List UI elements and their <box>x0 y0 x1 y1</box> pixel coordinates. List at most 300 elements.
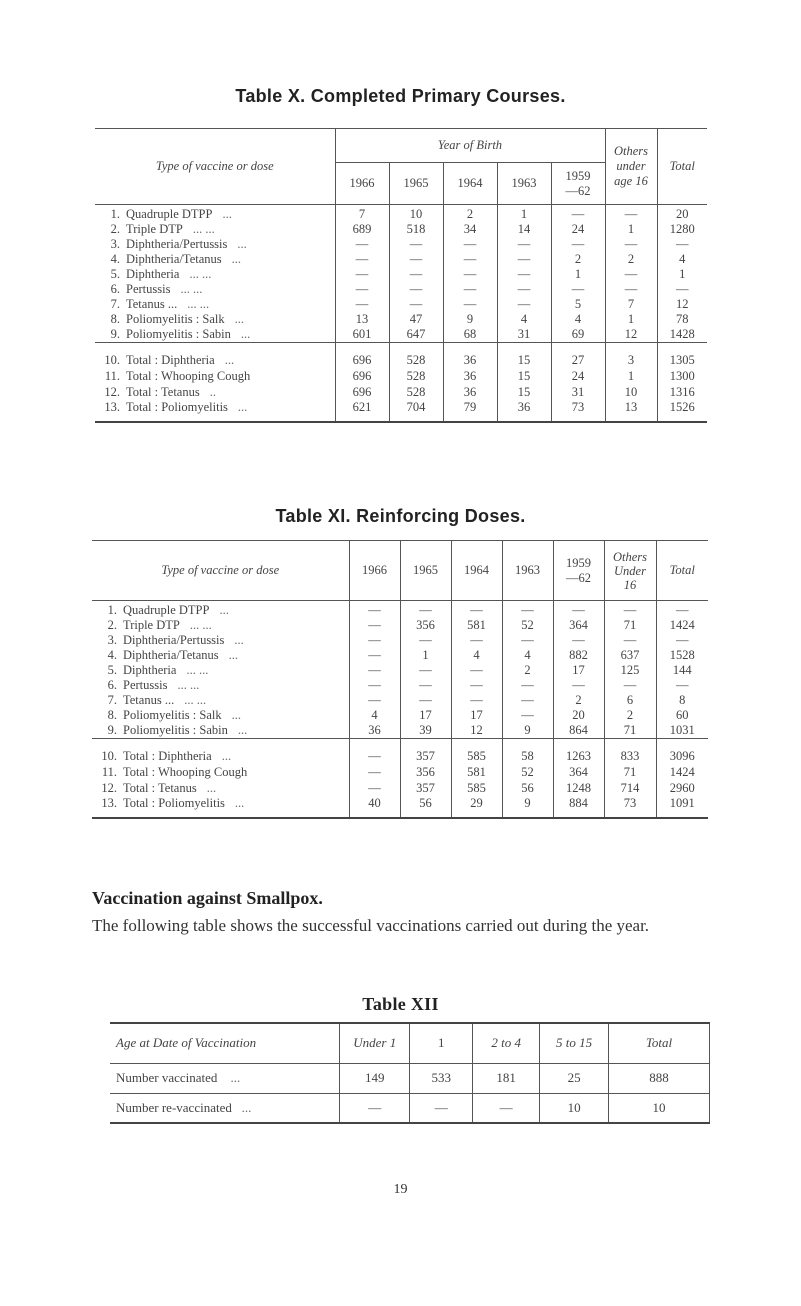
leader-dots: ... <box>237 400 248 414</box>
cell: 36 <box>443 384 497 400</box>
table-x <box>95 128 707 423</box>
cell: 528 <box>389 384 443 400</box>
leader-dots: ... <box>222 207 232 221</box>
cell: — <box>335 297 389 312</box>
cell: — <box>497 282 551 297</box>
row-label-text: Diphtheria/Tetanus <box>123 648 219 662</box>
table-row <box>95 312 707 327</box>
cell: 704 <box>389 400 443 422</box>
row-number: 8. <box>110 312 120 326</box>
cell: 1 <box>400 648 451 663</box>
cell: 71 <box>604 764 656 780</box>
cell: 17 <box>553 663 604 678</box>
cell: — <box>656 633 708 648</box>
cell: 1 <box>657 267 707 282</box>
cell: 20 <box>657 205 707 223</box>
row-label-text: Poliomyelitis : Sabin <box>126 327 231 341</box>
cell: 364 <box>553 764 604 780</box>
cell: — <box>451 601 502 619</box>
table-row <box>92 764 708 780</box>
table-row <box>92 648 708 663</box>
cell: 34 <box>443 222 497 237</box>
row-label <box>95 384 335 400</box>
row-number: 6. <box>107 678 117 692</box>
cell: 13 <box>335 312 389 327</box>
cell: 12 <box>451 723 502 739</box>
row-label <box>95 297 335 312</box>
cell: 1528 <box>656 648 708 663</box>
year-header: 1963 <box>497 163 551 205</box>
table-row <box>95 368 707 384</box>
cell: 2 <box>551 252 605 267</box>
row-number: 12. <box>104 384 120 399</box>
table-xii-header-row <box>110 1023 710 1063</box>
row-label <box>92 723 349 739</box>
row-number: 10. <box>101 749 117 763</box>
table-row <box>95 267 707 282</box>
cell: 1 <box>605 222 657 237</box>
table-row <box>92 633 708 648</box>
cell: 71 <box>604 618 656 633</box>
row-label-text: Poliomyelitis : Salk <box>123 708 222 722</box>
row-label-text: Quadruple DTPP <box>123 603 210 617</box>
age-2-to-4-header: 2 to 4 <box>473 1023 540 1063</box>
row-label-text: Total : Tetanus <box>123 780 197 795</box>
cell: 24 <box>551 368 605 384</box>
row-label <box>95 368 335 384</box>
cell: 36 <box>443 368 497 384</box>
cell: 69 <box>551 327 605 343</box>
year-header: 1966 <box>335 163 389 205</box>
table-row <box>95 343 707 369</box>
cell: — <box>502 601 553 619</box>
cell: 56 <box>502 780 553 796</box>
cell: 71 <box>604 723 656 739</box>
cell: 60 <box>656 708 708 723</box>
cell: 1424 <box>656 764 708 780</box>
cell: 882 <box>553 648 604 663</box>
cell: 10 <box>609 1093 710 1123</box>
cell: — <box>604 678 656 693</box>
cell: — <box>551 237 605 252</box>
cell: 27 <box>551 343 605 369</box>
row-number: 10. <box>104 353 120 367</box>
cell: 52 <box>502 618 553 633</box>
row-number: 7. <box>110 297 120 311</box>
row-label-text: Total : Poliomyelitis <box>123 796 225 810</box>
cell: 10 <box>389 205 443 223</box>
cell: 518 <box>389 222 443 237</box>
row-label <box>92 663 349 678</box>
year-header: 1959 —62 <box>551 163 605 205</box>
leader-dots: ... <box>230 1070 241 1085</box>
cell: 2 <box>443 205 497 223</box>
cell: 36 <box>443 343 497 369</box>
cell: — <box>443 237 497 252</box>
row-number: 5. <box>110 267 120 281</box>
year-header: 1965 <box>400 541 451 601</box>
cell: 9 <box>443 312 497 327</box>
row-label-text: Triple DTP <box>126 222 183 236</box>
cell: — <box>657 237 707 252</box>
cell: 52 <box>502 764 553 780</box>
row-label <box>110 1093 340 1123</box>
cell: 73 <box>551 400 605 422</box>
cell: — <box>349 678 400 693</box>
cell: 1526 <box>657 400 707 422</box>
row-label-text: Pertussis <box>123 678 168 692</box>
leader-dots: ... <box>240 327 251 341</box>
table-row <box>110 1093 710 1123</box>
cell: 10 <box>540 1093 609 1123</box>
cell: 4 <box>502 648 553 663</box>
row-label <box>95 252 335 267</box>
cell: — <box>349 693 400 708</box>
row-label-text: Quadruple DTPP <box>126 207 213 221</box>
cell: — <box>497 237 551 252</box>
cell: — <box>389 237 443 252</box>
cell: — <box>656 678 708 693</box>
leader-dots: ... ... <box>189 618 212 632</box>
leader-dots: ... <box>206 780 217 795</box>
table-row <box>92 739 708 765</box>
row-label-text: Diphtheria/Pertussis <box>123 633 225 647</box>
cell: 9 <box>502 723 553 739</box>
table-xi-title: Table XI. Reinforcing Doses. <box>275 506 526 526</box>
cell: 533 <box>410 1063 473 1093</box>
table-row <box>95 237 707 252</box>
cell: 1091 <box>656 796 708 818</box>
cell: — <box>389 252 443 267</box>
cell: 15 <box>497 384 551 400</box>
cell: 581 <box>451 618 502 633</box>
row-label-text: Triple DTP <box>123 618 180 632</box>
cell: — <box>553 601 604 619</box>
row-number: 6. <box>110 282 120 296</box>
row-label-text: Poliomyelitis : Sabin <box>123 723 228 737</box>
cell: 1031 <box>656 723 708 739</box>
cell: 528 <box>389 343 443 369</box>
row-label <box>92 708 349 723</box>
row-label <box>95 312 335 327</box>
table-xi-totals <box>92 739 708 819</box>
cell: — <box>656 601 708 619</box>
table-row <box>95 297 707 312</box>
row-label <box>95 343 335 369</box>
cell: 1305 <box>657 343 707 369</box>
table-row <box>95 282 707 297</box>
cell: 2960 <box>656 780 708 796</box>
cell: 1 <box>497 205 551 223</box>
leader-dots: ... <box>228 648 238 662</box>
row-label-text: Diphtheria <box>123 663 177 677</box>
cell: 356 <box>400 764 451 780</box>
cell: — <box>400 633 451 648</box>
cell: — <box>502 678 553 693</box>
leader-dots: ... <box>234 796 245 810</box>
cell: — <box>553 678 604 693</box>
year-header: 1963 <box>502 541 553 601</box>
leader-dots: ... ... <box>189 267 212 281</box>
cell: — <box>497 297 551 312</box>
row-label <box>110 1063 340 1093</box>
cell: — <box>605 282 657 297</box>
cell: — <box>604 633 656 648</box>
row-label <box>95 205 335 223</box>
cell: — <box>497 252 551 267</box>
cell: — <box>605 267 657 282</box>
age-header: Age at Date of Vaccination <box>110 1023 340 1063</box>
row-label <box>95 327 335 343</box>
row-label <box>92 780 349 796</box>
cell: — <box>502 708 553 723</box>
cell: — <box>389 297 443 312</box>
cell: — <box>473 1093 540 1123</box>
cell: 58 <box>502 739 553 765</box>
cell: 31 <box>551 384 605 400</box>
row-number: 9. <box>110 327 120 341</box>
row-label-text: Poliomyelitis : Salk <box>126 312 225 326</box>
table-row <box>92 780 708 796</box>
cell: — <box>443 282 497 297</box>
cell: — <box>335 237 389 252</box>
cell: 696 <box>335 368 389 384</box>
cell: 689 <box>335 222 389 237</box>
row-label-text: Total : Diphtheria <box>123 749 212 763</box>
cell: — <box>335 282 389 297</box>
cell: 696 <box>335 384 389 400</box>
cell: — <box>335 267 389 282</box>
leader-dots: ... ... <box>184 693 207 707</box>
total-header: Total <box>609 1023 710 1063</box>
year-header: 1965 <box>389 163 443 205</box>
leader-dots: .. <box>209 384 216 399</box>
cell: — <box>502 633 553 648</box>
cell: 1280 <box>657 222 707 237</box>
cell: 56 <box>400 796 451 818</box>
cell: — <box>443 297 497 312</box>
cell: 12 <box>605 327 657 343</box>
cell: 68 <box>443 327 497 343</box>
leader-dots: ... ... <box>186 663 209 677</box>
cell: — <box>551 282 605 297</box>
cell: 79 <box>443 400 497 422</box>
cell: 31 <box>497 327 551 343</box>
table-row <box>92 796 708 818</box>
leader-dots: ... <box>234 633 244 647</box>
total-header: Total <box>656 541 708 601</box>
cell: 4 <box>451 648 502 663</box>
table-row <box>92 618 708 633</box>
cell: 647 <box>389 327 443 343</box>
cell: — <box>451 678 502 693</box>
cell: 714 <box>604 780 656 796</box>
cell: — <box>605 237 657 252</box>
year-header: 1959 —62 <box>553 541 604 601</box>
cell: 36 <box>497 400 551 422</box>
leader-dots: ... ... <box>187 297 210 311</box>
age-5-to-15-header: 5 to 15 <box>540 1023 609 1063</box>
cell: — <box>349 601 400 619</box>
cell: — <box>389 267 443 282</box>
row-number: 11. <box>101 764 117 779</box>
cell: 864 <box>553 723 604 739</box>
cell: — <box>443 267 497 282</box>
cell: 13 <box>605 400 657 422</box>
cell: 181 <box>473 1063 540 1093</box>
cell: 585 <box>451 780 502 796</box>
cell: 884 <box>553 796 604 818</box>
row-label-text: Number re-vaccinated <box>116 1099 232 1115</box>
age-1-header: 1 <box>410 1023 473 1063</box>
cell: 149 <box>340 1063 410 1093</box>
leader-dots: ... <box>237 237 247 251</box>
cell: — <box>400 693 451 708</box>
cell: 833 <box>604 739 656 765</box>
row-label-text: Diphtheria <box>126 267 180 281</box>
row-label-text: Total : Diphtheria <box>126 353 215 367</box>
table-row <box>92 693 708 708</box>
cell: — <box>400 601 451 619</box>
year-header: 1964 <box>451 541 502 601</box>
cell: — <box>349 780 400 796</box>
cell: 1263 <box>553 739 604 765</box>
cell: 4 <box>657 252 707 267</box>
row-number: 4. <box>110 252 120 266</box>
row-label <box>92 764 349 780</box>
row-number: 3. <box>110 237 120 251</box>
cell: 637 <box>604 648 656 663</box>
cell: 1424 <box>656 618 708 633</box>
cell: 3 <box>605 343 657 369</box>
row-label <box>92 678 349 693</box>
cell: 12 <box>657 297 707 312</box>
table-row <box>92 723 708 739</box>
row-number: 12. <box>101 780 117 795</box>
cell: 1 <box>605 368 657 384</box>
cell: 356 <box>400 618 451 633</box>
cell: 528 <box>389 368 443 384</box>
row-label <box>92 618 349 633</box>
leader-dots: ... <box>241 1099 252 1115</box>
cell: 4 <box>497 312 551 327</box>
row-number: 4. <box>107 648 117 662</box>
row-label-text: Number vaccinated <box>116 1070 218 1085</box>
row-label-text: Diphtheria/Tetanus <box>126 252 222 266</box>
cell: 39 <box>400 723 451 739</box>
cell: 3096 <box>656 739 708 765</box>
row-label-text: Total : Whooping Cough <box>123 764 248 779</box>
cell: 15 <box>497 343 551 369</box>
cell: 29 <box>451 796 502 818</box>
cell: — <box>349 633 400 648</box>
cell: 125 <box>604 663 656 678</box>
row-number: 11. <box>104 368 120 383</box>
cell: — <box>551 205 605 223</box>
smallpox-paragraph: The following table shows the successful vaccinations carried out during the year. <box>92 916 650 935</box>
cell: — <box>553 633 604 648</box>
cell: — <box>349 663 400 678</box>
row-label <box>92 648 349 663</box>
row-number: 1. <box>107 603 117 617</box>
cell: 2 <box>604 708 656 723</box>
row-number: 2. <box>107 618 117 632</box>
year-header: 1964 <box>443 163 497 205</box>
cell: 621 <box>335 400 389 422</box>
row-label <box>92 633 349 648</box>
under-1-header: Under 1 <box>340 1023 410 1063</box>
leader-dots: ... <box>234 312 244 326</box>
row-label <box>95 282 335 297</box>
cell: — <box>349 739 400 765</box>
row-label <box>95 222 335 237</box>
cell: 601 <box>335 327 389 343</box>
cell: 5 <box>551 297 605 312</box>
others-header: Others under age 16 <box>605 129 657 205</box>
cell: — <box>349 648 400 663</box>
table-row <box>95 327 707 343</box>
table-row <box>95 400 707 422</box>
cell: 4 <box>551 312 605 327</box>
cell: 78 <box>657 312 707 327</box>
cell: 581 <box>451 764 502 780</box>
row-label <box>95 267 335 282</box>
table-row <box>92 601 708 619</box>
cell: — <box>340 1093 410 1123</box>
cell: — <box>604 601 656 619</box>
cell: — <box>349 618 400 633</box>
leader-dots: ... ... <box>177 678 200 692</box>
row-label-text: Tetanus ... <box>123 693 175 707</box>
cell: — <box>502 693 553 708</box>
row-number: 8. <box>107 708 117 722</box>
leader-dots: ... <box>219 603 229 617</box>
table-x-totals <box>95 343 707 423</box>
leader-dots: ... <box>231 708 241 722</box>
table-row <box>95 222 707 237</box>
cell: 888 <box>609 1063 710 1093</box>
table-row <box>95 205 707 223</box>
cell: — <box>389 282 443 297</box>
cell: 357 <box>400 780 451 796</box>
cell: 36 <box>349 723 400 739</box>
cell: 47 <box>389 312 443 327</box>
cell: 20 <box>553 708 604 723</box>
cell: 1 <box>551 267 605 282</box>
row-number: 2. <box>110 222 120 236</box>
row-number: 7. <box>107 693 117 707</box>
cell: — <box>451 693 502 708</box>
row-number: 13. <box>104 400 120 414</box>
table-row <box>95 384 707 400</box>
cell: 1248 <box>553 780 604 796</box>
table-xii <box>110 1022 710 1124</box>
row-label-text: Total : Tetanus <box>126 384 200 399</box>
cell: 9 <box>502 796 553 818</box>
cell: 144 <box>656 663 708 678</box>
cell: 6 <box>604 693 656 708</box>
table-row <box>110 1063 710 1093</box>
row-label <box>92 601 349 619</box>
page-number: 19 <box>393 1182 408 1197</box>
cell: 4 <box>349 708 400 723</box>
table-row <box>95 252 707 267</box>
row-label <box>92 739 349 765</box>
cell: 1316 <box>657 384 707 400</box>
cell: 14 <box>497 222 551 237</box>
cell: 357 <box>400 739 451 765</box>
row-label <box>95 237 335 252</box>
